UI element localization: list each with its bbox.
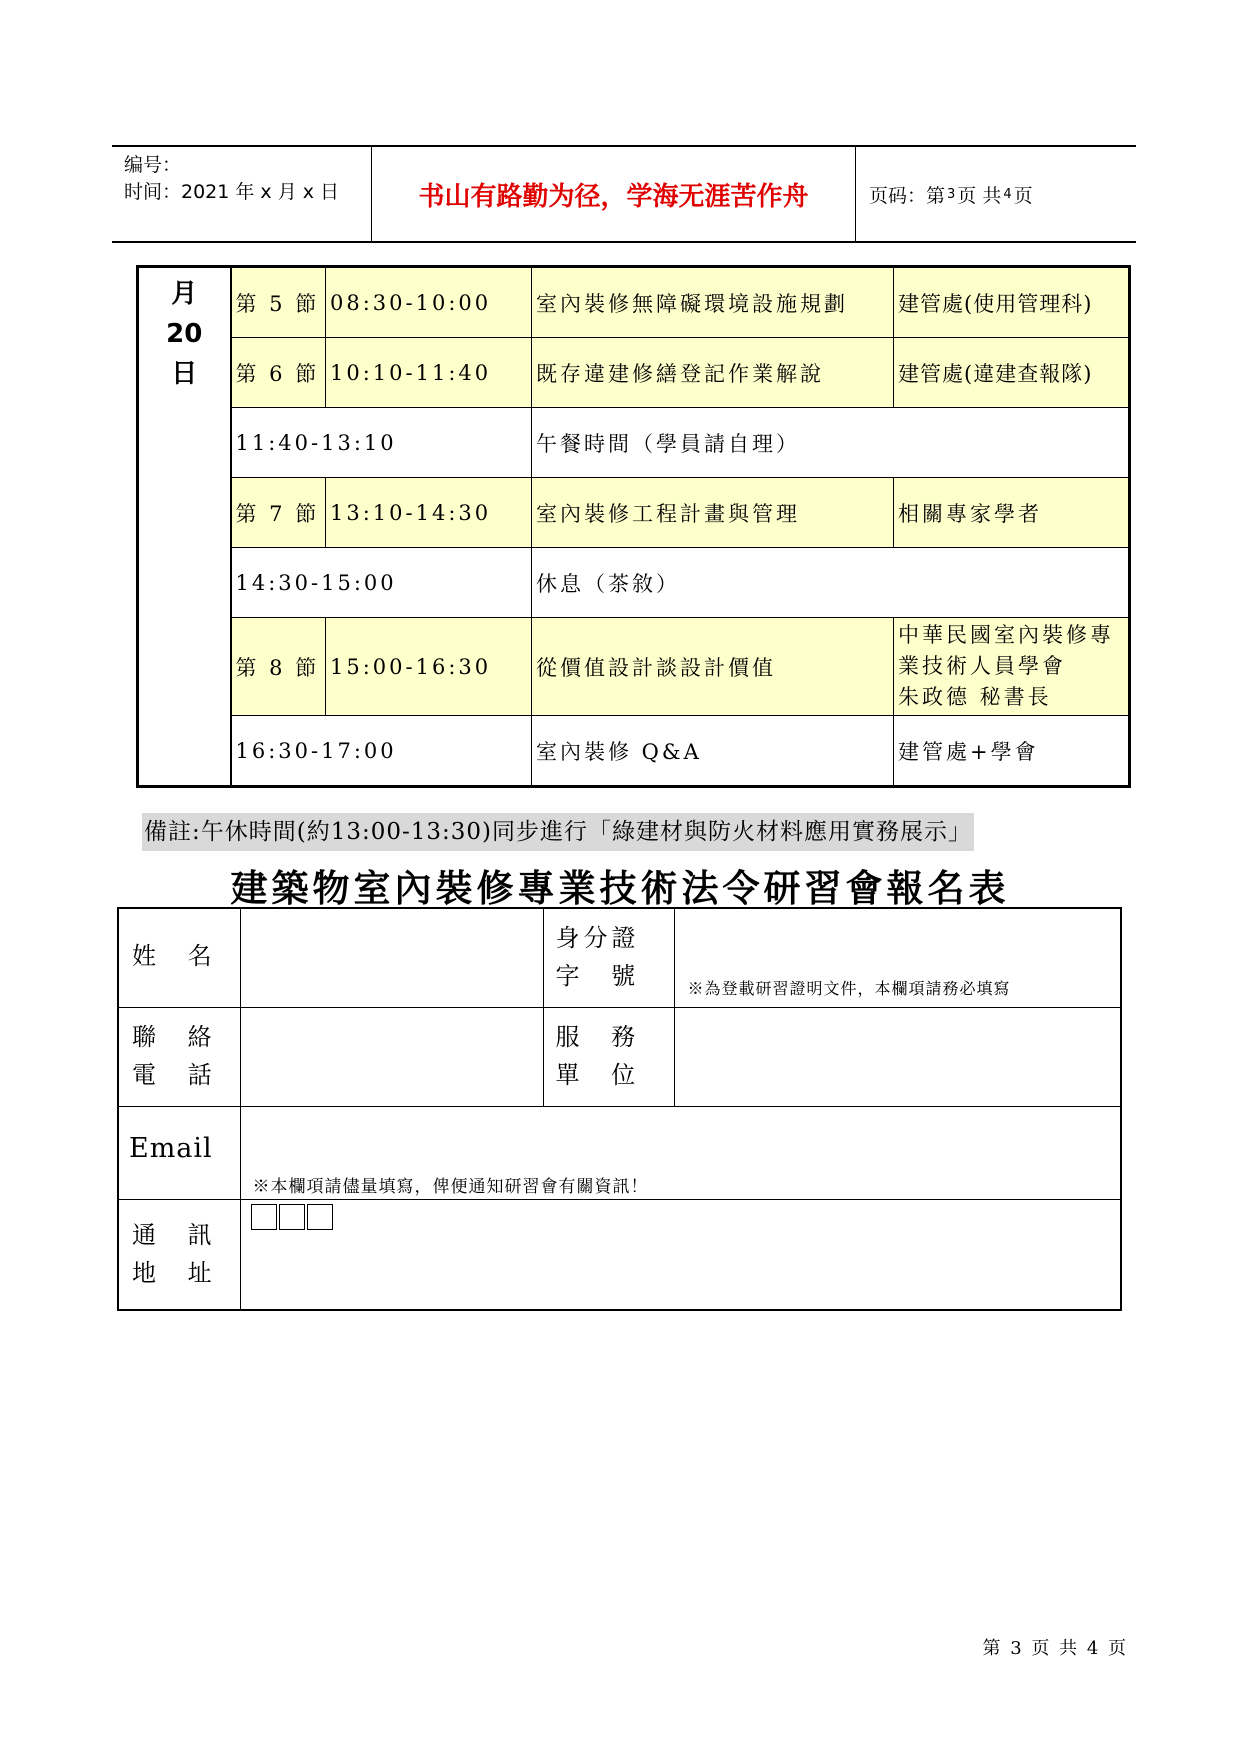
speaker-cell: 建管處(違建查報隊) bbox=[894, 338, 1130, 408]
id-label bbox=[543, 908, 674, 1007]
form-row bbox=[118, 1199, 1121, 1310]
registration-form bbox=[117, 907, 1122, 1311]
page-suffix: 页 bbox=[1013, 184, 1033, 207]
topic-cell: 既存違建修繕登記作業解說 bbox=[532, 338, 894, 408]
page-header bbox=[112, 145, 1136, 243]
page-mid: 页 共 bbox=[957, 184, 1002, 207]
time-cell: 08:30-10:00 bbox=[326, 267, 532, 338]
table-row bbox=[138, 716, 1130, 787]
phone-label bbox=[118, 1007, 240, 1106]
form-row bbox=[118, 1007, 1121, 1106]
phone-label-line: 電 話 bbox=[132, 1060, 224, 1089]
page-total: 4 bbox=[1003, 186, 1012, 202]
postal-code-box[interactable] bbox=[307, 1204, 333, 1230]
address-field[interactable] bbox=[240, 1199, 1121, 1310]
postal-code-boxes[interactable] bbox=[251, 1204, 1121, 1230]
postal-code-box[interactable] bbox=[279, 1204, 305, 1230]
time-cell: 13:10-14:30 bbox=[326, 478, 532, 548]
session-cell: 第 6 節 bbox=[231, 338, 326, 408]
unit-label-line: 服 務 bbox=[555, 1022, 648, 1051]
table-row bbox=[138, 478, 1130, 548]
day-day-char: 日 bbox=[171, 359, 198, 389]
phone-field[interactable] bbox=[240, 1007, 543, 1106]
time-cell: 15:00-16:30 bbox=[326, 618, 532, 716]
form-row bbox=[118, 908, 1121, 1007]
topic-cell: 午餐時間（學員請自理） bbox=[532, 408, 1130, 478]
form-row bbox=[118, 1106, 1121, 1199]
speaker-cell: 建管處+學會 bbox=[894, 716, 1130, 787]
email-field[interactable] bbox=[240, 1106, 1121, 1199]
table-row bbox=[138, 338, 1130, 408]
speaker-cell: 建管處(使用管理科) bbox=[894, 267, 1130, 338]
topic-cell: 室內裝修無障礙環境設施規劃 bbox=[532, 267, 894, 338]
day-number: 20 bbox=[166, 319, 203, 349]
topic-cell: 室內裝修工程計畫與管理 bbox=[532, 478, 894, 548]
day-month-char: 月 bbox=[171, 279, 198, 309]
time-label: 时间：2021 年 x 月 x 日 bbox=[124, 181, 340, 203]
day-cell bbox=[138, 267, 231, 787]
id-field[interactable] bbox=[674, 908, 1121, 1007]
speaker-cell: 相關專家學者 bbox=[894, 478, 1130, 548]
table-row bbox=[138, 548, 1130, 618]
time-cell: 11:40-13:10 bbox=[231, 408, 532, 478]
form-title: 建築物室內裝修專業技術法令研習會報名表 bbox=[230, 866, 1010, 910]
time-cell: 14:30-15:00 bbox=[231, 548, 532, 618]
name-label: 姓 名 bbox=[118, 908, 240, 1007]
time-cell: 16:30-17:00 bbox=[231, 716, 532, 787]
speaker-line: 業技術人員學會 bbox=[898, 654, 1066, 678]
speaker-line: 中華民國室內裝修專 bbox=[898, 623, 1114, 647]
topic-cell: 室內裝修 Q&A bbox=[532, 716, 894, 787]
address-label-line: 地 址 bbox=[132, 1258, 224, 1287]
time-cell: 10:10-11:40 bbox=[326, 338, 532, 408]
id-label-line: 身分證 bbox=[555, 924, 640, 952]
email-note: ※本欄項請儘量填寫，俾便通知研習會有關資訊！ bbox=[252, 1176, 649, 1197]
phone-label-line: 聯 絡 bbox=[132, 1022, 224, 1051]
session-cell: 第 7 節 bbox=[231, 478, 326, 548]
schedule-table bbox=[136, 265, 1131, 788]
schedule-note: 備註:午休時間(約13:00-13:30)同步進行「綠建材與防火材料應用實務展示」 bbox=[142, 813, 974, 851]
number-label: 编号： bbox=[124, 154, 182, 176]
topic-cell: 休息（茶敘） bbox=[532, 548, 1130, 618]
header-info bbox=[112, 147, 372, 241]
email-label: Email bbox=[118, 1106, 240, 1199]
header-page-number bbox=[855, 147, 1136, 241]
speaker-line: 朱政德 秘書長 bbox=[898, 685, 1052, 709]
postal-code-box[interactable] bbox=[251, 1204, 277, 1230]
header-motto: 书山有路勤为径，学海无涯苦作舟 bbox=[372, 147, 856, 241]
topic-cell: 從價值設計談設計價值 bbox=[532, 618, 894, 716]
name-field[interactable] bbox=[240, 908, 543, 1007]
speaker-cell bbox=[894, 618, 1130, 716]
unit-label-line: 單 位 bbox=[555, 1060, 648, 1089]
address-label bbox=[118, 1199, 240, 1310]
address-label-line: 通 訊 bbox=[132, 1220, 224, 1249]
table-row bbox=[138, 408, 1130, 478]
unit-label bbox=[543, 1007, 674, 1106]
page-current: 3 bbox=[947, 186, 956, 202]
table-row bbox=[138, 267, 1130, 338]
session-cell: 第 5 節 bbox=[231, 267, 326, 338]
id-label-line: 字 號 bbox=[555, 962, 648, 990]
session-cell: 第 8 節 bbox=[231, 618, 326, 716]
page-prefix: 页码：第 bbox=[869, 184, 946, 207]
unit-field[interactable] bbox=[674, 1007, 1121, 1106]
id-note: ※為登載研習證明文件，本欄項請務必填寫 bbox=[687, 978, 1011, 998]
table-row bbox=[138, 618, 1130, 716]
page-footer: 第 3 页 共 4 页 bbox=[982, 1638, 1128, 1659]
